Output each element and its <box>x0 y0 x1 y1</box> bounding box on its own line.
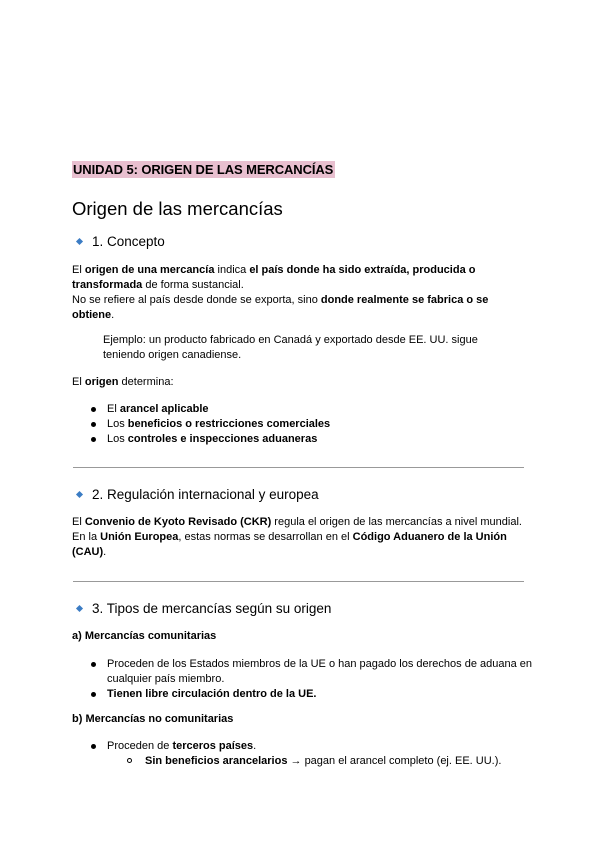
bold-text: Convenio de Kyoto Revisado (CKR) <box>84 516 272 528</box>
list-item: Tienen libre circulación dentro de la UE. <box>72 687 532 702</box>
diamond-bullet-icon <box>76 491 83 498</box>
text: Proceden de <box>107 740 173 752</box>
text: En la <box>72 531 101 543</box>
no-comunitarias-list <box>72 739 532 754</box>
bold-text: arancel aplicable <box>119 403 209 415</box>
bold-text: Código Aduanero de la Unión (CAU) <box>72 531 507 558</box>
text: El <box>72 376 85 388</box>
section-regulacion-heading <box>75 487 319 502</box>
text: El <box>72 516 85 528</box>
bold-text: origen de una mercancía <box>84 264 215 276</box>
text: regula el origen de las mercancías a nivel mundial. <box>271 516 522 528</box>
list-item <box>72 739 532 754</box>
text: No se refiere al país desde donde se exporta, sino <box>72 294 321 306</box>
section-concepto-heading <box>75 234 165 249</box>
regulation-paragraph <box>72 515 532 560</box>
bold-text: origen <box>84 376 119 388</box>
text: indica <box>214 264 250 276</box>
list-item: Proceden de los Estados miembros de la UE o han pagado los derechos de aduana en cualquier país miembro. <box>72 657 532 687</box>
section-title: 3. Tipos de mercancías según su origen <box>92 601 332 616</box>
subheading-no-comunitarias: b) Mercancías no comunitarias <box>72 713 234 725</box>
concept-line-1 <box>72 263 532 293</box>
page-heading: Origen de las mercancías <box>72 198 283 219</box>
example-quote: Ejemplo: un producto fabricado en Canadá y exportado desde EE. UU. sigue teniendo origen canadiense. <box>103 334 478 361</box>
text: Los <box>107 418 128 430</box>
text: Los <box>107 433 128 445</box>
text: El <box>107 403 120 415</box>
text: . <box>111 309 115 321</box>
bold-text: Unión Europea <box>100 531 179 543</box>
divider <box>73 467 524 468</box>
text: determina: <box>118 376 174 388</box>
bold-text: Sin beneficios arancelarios <box>145 755 288 767</box>
section-title: 2. Regulación internacional y europea <box>92 487 319 502</box>
comunitarias-list <box>72 657 532 702</box>
text: , estas normas se desarrollan en el <box>178 531 353 543</box>
regulation-line-1 <box>72 515 532 530</box>
list-item <box>72 402 532 417</box>
bold-text: donde realmente se fabrica o se obtiene <box>72 294 489 321</box>
concept-line-2 <box>72 293 532 323</box>
divider <box>73 581 524 582</box>
text: El <box>72 264 85 276</box>
subheading-comunitarias: a) Mercancías comunitarias <box>72 630 217 642</box>
diamond-bullet-icon <box>76 238 83 245</box>
list-item <box>72 432 532 447</box>
text: . <box>253 740 257 752</box>
sub-list-item <box>72 754 532 769</box>
bold-text: beneficios o restricciones comerciales <box>127 418 331 430</box>
determina-line <box>72 375 532 390</box>
section-tipos-heading <box>75 601 331 616</box>
regulation-line-2 <box>72 530 532 560</box>
unit-title: UNIDAD 5: ORIGEN DE LAS MERCANCÍAS <box>73 162 334 177</box>
no-comunitarias-sublist <box>72 754 532 769</box>
text: . <box>103 546 107 558</box>
list-item <box>72 417 532 432</box>
diamond-bullet-icon <box>76 605 83 612</box>
section-title: 1. Concepto <box>92 234 165 249</box>
concept-paragraph <box>72 263 532 323</box>
text: de forma sustancial. <box>142 279 244 291</box>
text: → pagan el arancel completo (ej. EE. UU.). <box>287 755 502 767</box>
bold-text: controles e inspecciones aduaneras <box>127 433 318 445</box>
bold-text: terceros países <box>172 740 254 752</box>
bold-text: el país donde ha sido extraída, producida o transformada <box>72 264 476 291</box>
determina-list <box>72 402 532 447</box>
